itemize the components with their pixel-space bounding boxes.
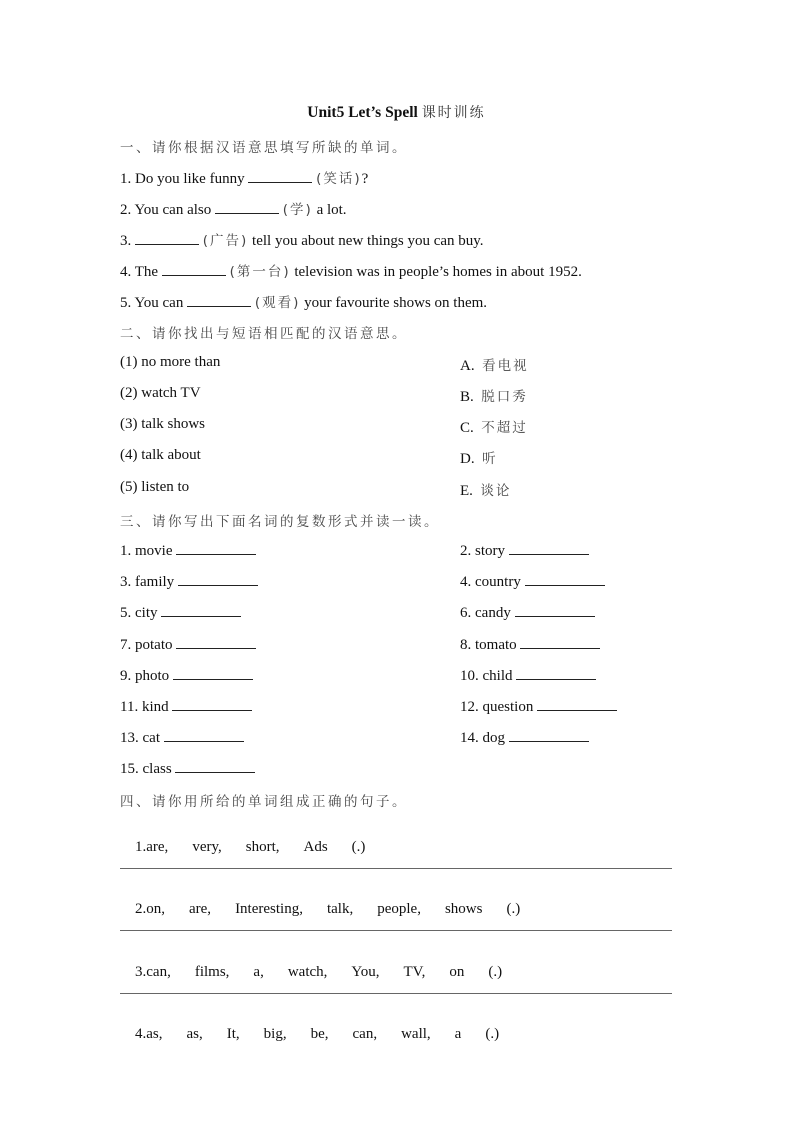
answer-blank[interactable] xyxy=(162,262,226,276)
answer-blank[interactable] xyxy=(248,169,312,183)
scramble-word: Ads xyxy=(303,839,328,855)
item-number: 2. xyxy=(135,901,147,917)
answer-blank[interactable] xyxy=(520,635,600,649)
item-number: 4. xyxy=(135,1026,147,1042)
item-text: a lot. xyxy=(312,202,347,218)
item-text: television was in people’s homes in about 1952. xyxy=(290,264,582,280)
noun-word: 8. tomato xyxy=(460,637,517,653)
item-number: 1. xyxy=(135,839,147,855)
noun-item xyxy=(120,697,252,716)
scramble-word: It, xyxy=(226,1026,240,1042)
item-text: tell you about new things you can buy. xyxy=(248,233,484,249)
phrase-4: (4) talk about xyxy=(120,447,201,463)
answer-line[interactable] xyxy=(120,993,672,994)
scramble-word: (.) xyxy=(488,964,503,980)
answer-line[interactable] xyxy=(120,868,672,869)
scramble-item-4 xyxy=(120,1009,523,1060)
answer-blank[interactable] xyxy=(178,572,258,586)
scramble-word: a, xyxy=(253,964,264,980)
title-english: Unit5 Let’s Spell xyxy=(307,104,418,121)
noun-item xyxy=(460,697,617,716)
noun-item xyxy=(120,603,241,622)
scramble-word: as, xyxy=(146,1026,163,1042)
meaning-text: 不超过 xyxy=(481,420,528,436)
answer-blank[interactable] xyxy=(176,541,256,555)
meaning-letter: C. xyxy=(460,420,474,436)
noun-item xyxy=(120,666,253,685)
noun-item xyxy=(460,635,600,654)
item-number: 3. xyxy=(135,964,147,980)
noun-word: 3. family xyxy=(120,574,175,590)
page-title xyxy=(0,102,793,122)
item-text: 2. You can also xyxy=(120,202,216,218)
scramble-word: as, xyxy=(186,1026,203,1042)
scramble-word: talk, xyxy=(326,901,354,917)
noun-item xyxy=(120,541,256,560)
scramble-word: are, xyxy=(146,839,169,855)
noun-item xyxy=(120,635,256,654)
answer-blank[interactable] xyxy=(175,759,255,773)
fill-item-5 xyxy=(120,291,487,312)
noun-item xyxy=(460,572,605,591)
noun-word: 9. photo xyxy=(120,668,170,684)
meaning-text: 听 xyxy=(482,451,498,467)
noun-word: 6. candy xyxy=(460,605,511,621)
title-chinese: 课时训练 xyxy=(421,105,486,121)
item-text: 3. xyxy=(120,233,135,249)
noun-word: 11. kind xyxy=(120,699,169,715)
section4-heading: 四、请你用所给的单词组成正确的句子。 xyxy=(120,794,408,810)
meaning-c xyxy=(460,416,528,437)
meaning-letter: A. xyxy=(460,358,475,374)
noun-word: 14. dog xyxy=(460,730,505,746)
scramble-word: very, xyxy=(192,839,222,855)
item-text: 5. You can xyxy=(120,295,188,311)
noun-word: 7. potato xyxy=(120,637,173,653)
scramble-word: short, xyxy=(245,839,280,855)
answer-blank[interactable] xyxy=(509,541,589,555)
scramble-word: people, xyxy=(377,901,421,917)
item-hint: (广告) xyxy=(202,233,249,249)
meaning-letter: D. xyxy=(460,451,475,467)
answer-blank[interactable] xyxy=(161,603,241,617)
answer-blank[interactable] xyxy=(215,200,279,214)
fill-item-4 xyxy=(120,260,582,281)
scramble-word: (.) xyxy=(485,1026,500,1042)
meaning-text: 看电视 xyxy=(482,358,529,374)
noun-word: 13. cat xyxy=(120,730,160,746)
section3-heading: 三、请你写出下面名词的复数形式并读一读。 xyxy=(120,514,440,530)
noun-word: 15. class xyxy=(120,761,172,777)
item-text: ? xyxy=(361,171,369,187)
scramble-word: on, xyxy=(146,901,165,917)
meaning-b xyxy=(460,385,528,406)
fill-item-3 xyxy=(120,229,484,250)
answer-blank[interactable] xyxy=(172,697,252,711)
noun-word: 4. country xyxy=(460,574,521,590)
answer-blank[interactable] xyxy=(187,293,251,307)
noun-item xyxy=(460,603,595,622)
scramble-word: can, xyxy=(352,1026,378,1042)
scramble-word: a xyxy=(454,1026,462,1042)
noun-word: 2. story xyxy=(460,543,505,559)
answer-blank[interactable] xyxy=(515,603,595,617)
scramble-word: shows xyxy=(444,901,483,917)
meaning-letter: B. xyxy=(460,389,474,405)
noun-word: 1. movie xyxy=(120,543,173,559)
noun-item xyxy=(460,666,596,685)
meaning-text: 谈论 xyxy=(480,483,512,499)
answer-blank[interactable] xyxy=(176,635,256,649)
answer-blank[interactable] xyxy=(537,697,617,711)
phrase-5: (5) listen to xyxy=(120,479,190,495)
phrase-1: (1) no more than xyxy=(120,354,221,370)
fill-item-2 xyxy=(120,198,347,219)
scramble-word: Interesting, xyxy=(235,901,303,917)
item-text: your favourite shows on them. xyxy=(300,295,488,311)
scramble-word: are, xyxy=(189,901,212,917)
meaning-a xyxy=(460,354,529,375)
scramble-word: big, xyxy=(263,1026,287,1042)
scramble-word: (.) xyxy=(506,901,521,917)
item-hint: (笑话) xyxy=(316,171,362,187)
item-text: 1. Do you like funny xyxy=(120,171,249,187)
scramble-word: (.) xyxy=(351,839,366,855)
scramble-word: be, xyxy=(310,1026,329,1042)
scramble-word: wall, xyxy=(401,1026,431,1042)
meaning-text: 脱口秀 xyxy=(481,389,528,405)
fill-item-1 xyxy=(120,167,368,188)
noun-item xyxy=(120,759,255,778)
scramble-word: TV, xyxy=(403,964,426,980)
answer-blank[interactable] xyxy=(516,666,596,680)
answer-line[interactable] xyxy=(120,930,672,931)
meaning-e xyxy=(460,479,511,500)
scramble-item-2 xyxy=(120,884,544,935)
section1-heading: 一、请你根据汉语意思填写所缺的单词。 xyxy=(120,140,408,156)
answer-blank[interactable] xyxy=(173,666,253,680)
meaning-letter: E. xyxy=(460,483,473,499)
noun-item xyxy=(460,541,589,560)
item-hint: (学) xyxy=(282,202,313,218)
noun-item xyxy=(460,728,589,747)
noun-item xyxy=(120,572,258,591)
noun-word: 12. question xyxy=(460,699,534,715)
item-hint: (第一台) xyxy=(229,264,291,280)
answer-blank[interactable] xyxy=(135,231,199,245)
noun-item xyxy=(120,728,244,747)
scramble-item-1 xyxy=(120,822,389,873)
noun-word: 10. child xyxy=(460,668,513,684)
scramble-item-3 xyxy=(120,947,526,998)
noun-word: 5. city xyxy=(120,605,158,621)
scramble-word: You, xyxy=(351,964,380,980)
scramble-word: on xyxy=(449,964,465,980)
phrase-3: (3) talk shows xyxy=(120,416,205,432)
phrase-2: (2) watch TV xyxy=(120,385,201,401)
scramble-word: can, xyxy=(146,964,171,980)
answer-blank[interactable] xyxy=(164,728,244,742)
answer-blank[interactable] xyxy=(525,572,605,586)
scramble-word: films, xyxy=(194,964,230,980)
section2-heading: 二、请你找出与短语相匹配的汉语意思。 xyxy=(120,326,408,342)
scramble-word: watch, xyxy=(287,964,328,980)
answer-blank[interactable] xyxy=(509,728,589,742)
item-text: 4. The xyxy=(120,264,162,280)
meaning-d xyxy=(460,447,498,468)
item-hint: (观看) xyxy=(254,295,301,311)
